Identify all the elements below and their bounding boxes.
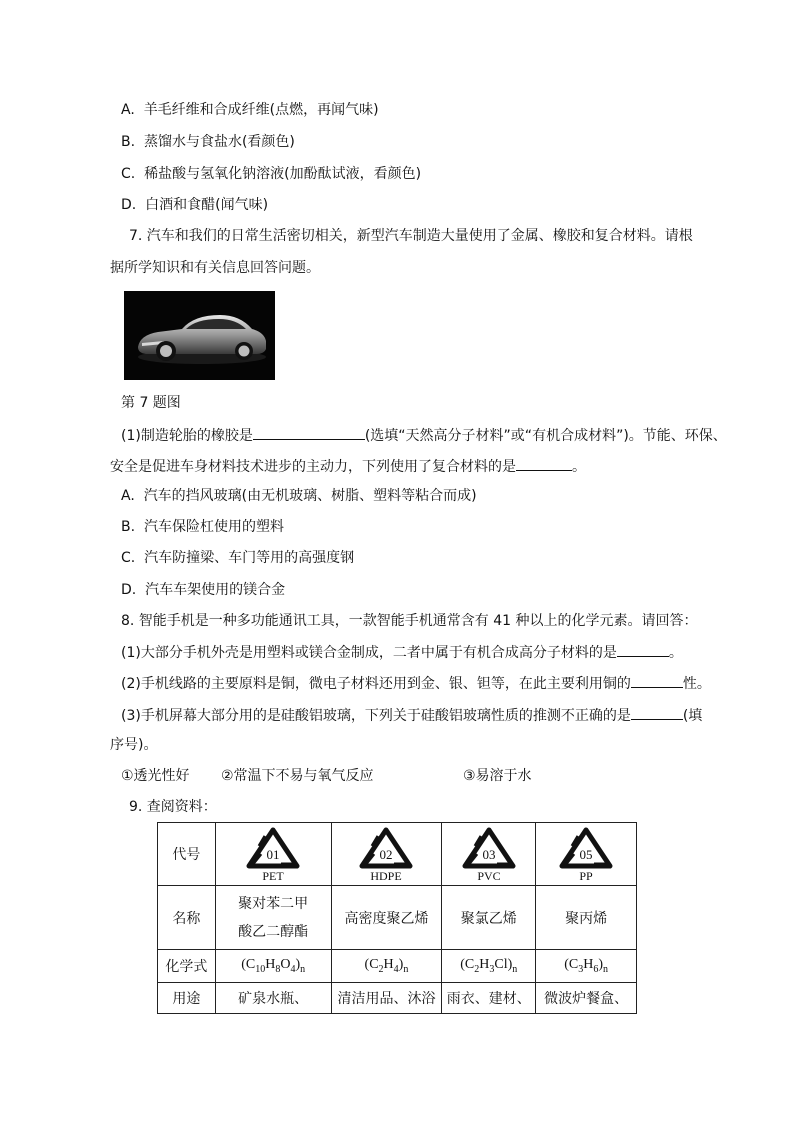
q6-option-a: A. 羊毛纤维和合成纤维(点燃，再闻气味) [121, 102, 379, 118]
recycle-triangle-icon [351, 826, 421, 882]
row-label-use: 用途 [158, 983, 216, 1014]
recycle-code-cell [215, 823, 331, 886]
q8-intro: 8. 智能手机是一种多功能通讯工具，一款智能手机通常含有 41 种以上的化学元素。请回答： [121, 613, 698, 629]
car-illustration [124, 291, 275, 380]
chemical-formula-cell: $(C_2H_4)_n$ [331, 950, 442, 983]
q7-stem-line1: 7. 汽车和我们的日常生活密切相关，新型汽车制造大量使用了金属、橡胶和复合材料。请根 [129, 228, 693, 244]
answer-blank[interactable] [253, 425, 365, 440]
answer-blank[interactable] [617, 642, 669, 657]
q7-option-d: D. 汽车车架使用的镁合金 [121, 582, 286, 598]
recycle-code-cell [536, 823, 637, 886]
table-row-name [158, 886, 637, 950]
plastic-name-cell: 聚丙烯 [536, 886, 637, 950]
row-label-code: 代号 [158, 823, 216, 886]
q8-sub3-line2: 序号)。 [110, 737, 158, 753]
recycle-code-cell [442, 823, 536, 886]
table-row-code [158, 823, 637, 886]
plastic-abbr: PET [262, 869, 284, 882]
q7-sub1-line2: 安全是促进车身材料技术进步的主动力，下列使用了复合材料的是 。 [110, 456, 586, 477]
q7-figure-caption: 第 7 题图 [121, 395, 181, 411]
plastic-name-cell: 聚氯乙烯 [442, 886, 536, 950]
plastics-table [157, 822, 637, 1014]
recycle-triangle-icon [461, 826, 517, 882]
row-label-name: 名称 [158, 886, 216, 950]
plastic-use-cell: 微波炉餐盒、 [536, 983, 637, 1014]
recycle-number: 03 [482, 847, 496, 862]
q8-choice-3: ③易溶于水 [463, 768, 532, 784]
table-row-use [158, 983, 637, 1014]
plastic-use-cell: 雨衣、建材、 [442, 983, 536, 1014]
chemical-formula-cell: $(C_2H_3Cl)_n$ [442, 950, 536, 983]
plastic-use-cell: 矿泉水瓶、 [215, 983, 331, 1014]
q7-option-b: B. 汽车保险杠使用的塑料 [121, 519, 284, 535]
car-photo [124, 291, 275, 380]
q8-sub2: (2)手机线路的主要原料是铜，微电子材料还用到金、银、钽等，在此主要利用铜的 性。 [121, 673, 711, 694]
plastic-use-cell: 清洁用品、沐浴 [331, 983, 442, 1014]
table-row-formula [158, 950, 637, 983]
recycle-number: 02 [379, 847, 393, 862]
answer-blank[interactable] [631, 673, 683, 688]
q6-option-d: D. 白酒和食醋(闻气味) [121, 197, 269, 213]
plastic-name-cell: 高密度聚乙烯 [331, 886, 442, 950]
plastic-abbr: PVC [477, 869, 501, 882]
q9-intro: 9. 查阅资料： [129, 799, 217, 815]
plastic-abbr: HDPE [370, 869, 403, 882]
q8-choice-2: ②常温下不易与氧气反应 [221, 768, 374, 784]
answer-blank[interactable] [516, 456, 572, 471]
q6-option-c: C. 稀盐酸与氢氧化钠溶液(加酚酞试液，看颜色) [121, 166, 422, 182]
plastic-abbr: PP [579, 869, 593, 882]
q7-sub1-line1: (1)制造轮胎的橡胶是 (选填“天然高分子材料”或“有机合成材料”)。节能、环保、 [121, 425, 727, 446]
recycle-triangle-icon [245, 826, 301, 882]
recycle-code-cell [331, 823, 442, 886]
q7-stem-line2: 据所学知识和有关信息回答问题。 [110, 260, 320, 276]
q8-choice-1: ①透光性好 [121, 768, 190, 784]
q7-option-c: C. 汽车防撞梁、车门等用的高强度钢 [121, 550, 355, 566]
chemical-formula-cell: $(C_{10}H_8O_4)_n$ [215, 950, 331, 983]
q6-option-b: B. 蒸馏水与食盐水(看颜色) [121, 134, 295, 150]
chemical-formula-cell: $(C_3H_6)_n$ [536, 950, 637, 983]
q8-sub1: (1)大部分手机外壳是用塑料或镁合金制成，二者中属于有机合成高分子材料的是 。 [121, 642, 683, 663]
row-label-formula: 化学式 [158, 950, 216, 983]
recycle-triangle-icon [558, 826, 614, 882]
recycle-number: 01 [266, 847, 280, 862]
q7-option-a: A. 汽车的挡风玻璃(由无机玻璃、树脂、塑料等粘合而成) [121, 488, 477, 504]
q8-sub3-line1: (3)手机屏幕大部分用的是硅酸铝玻璃，下列关于硅酸铝玻璃性质的推测不正确的是 (填 [121, 705, 702, 726]
recycle-number: 05 [579, 847, 593, 862]
plastic-name-cell: 聚对苯二甲 酸乙二醇酯 [215, 886, 331, 950]
answer-blank[interactable] [631, 705, 683, 720]
